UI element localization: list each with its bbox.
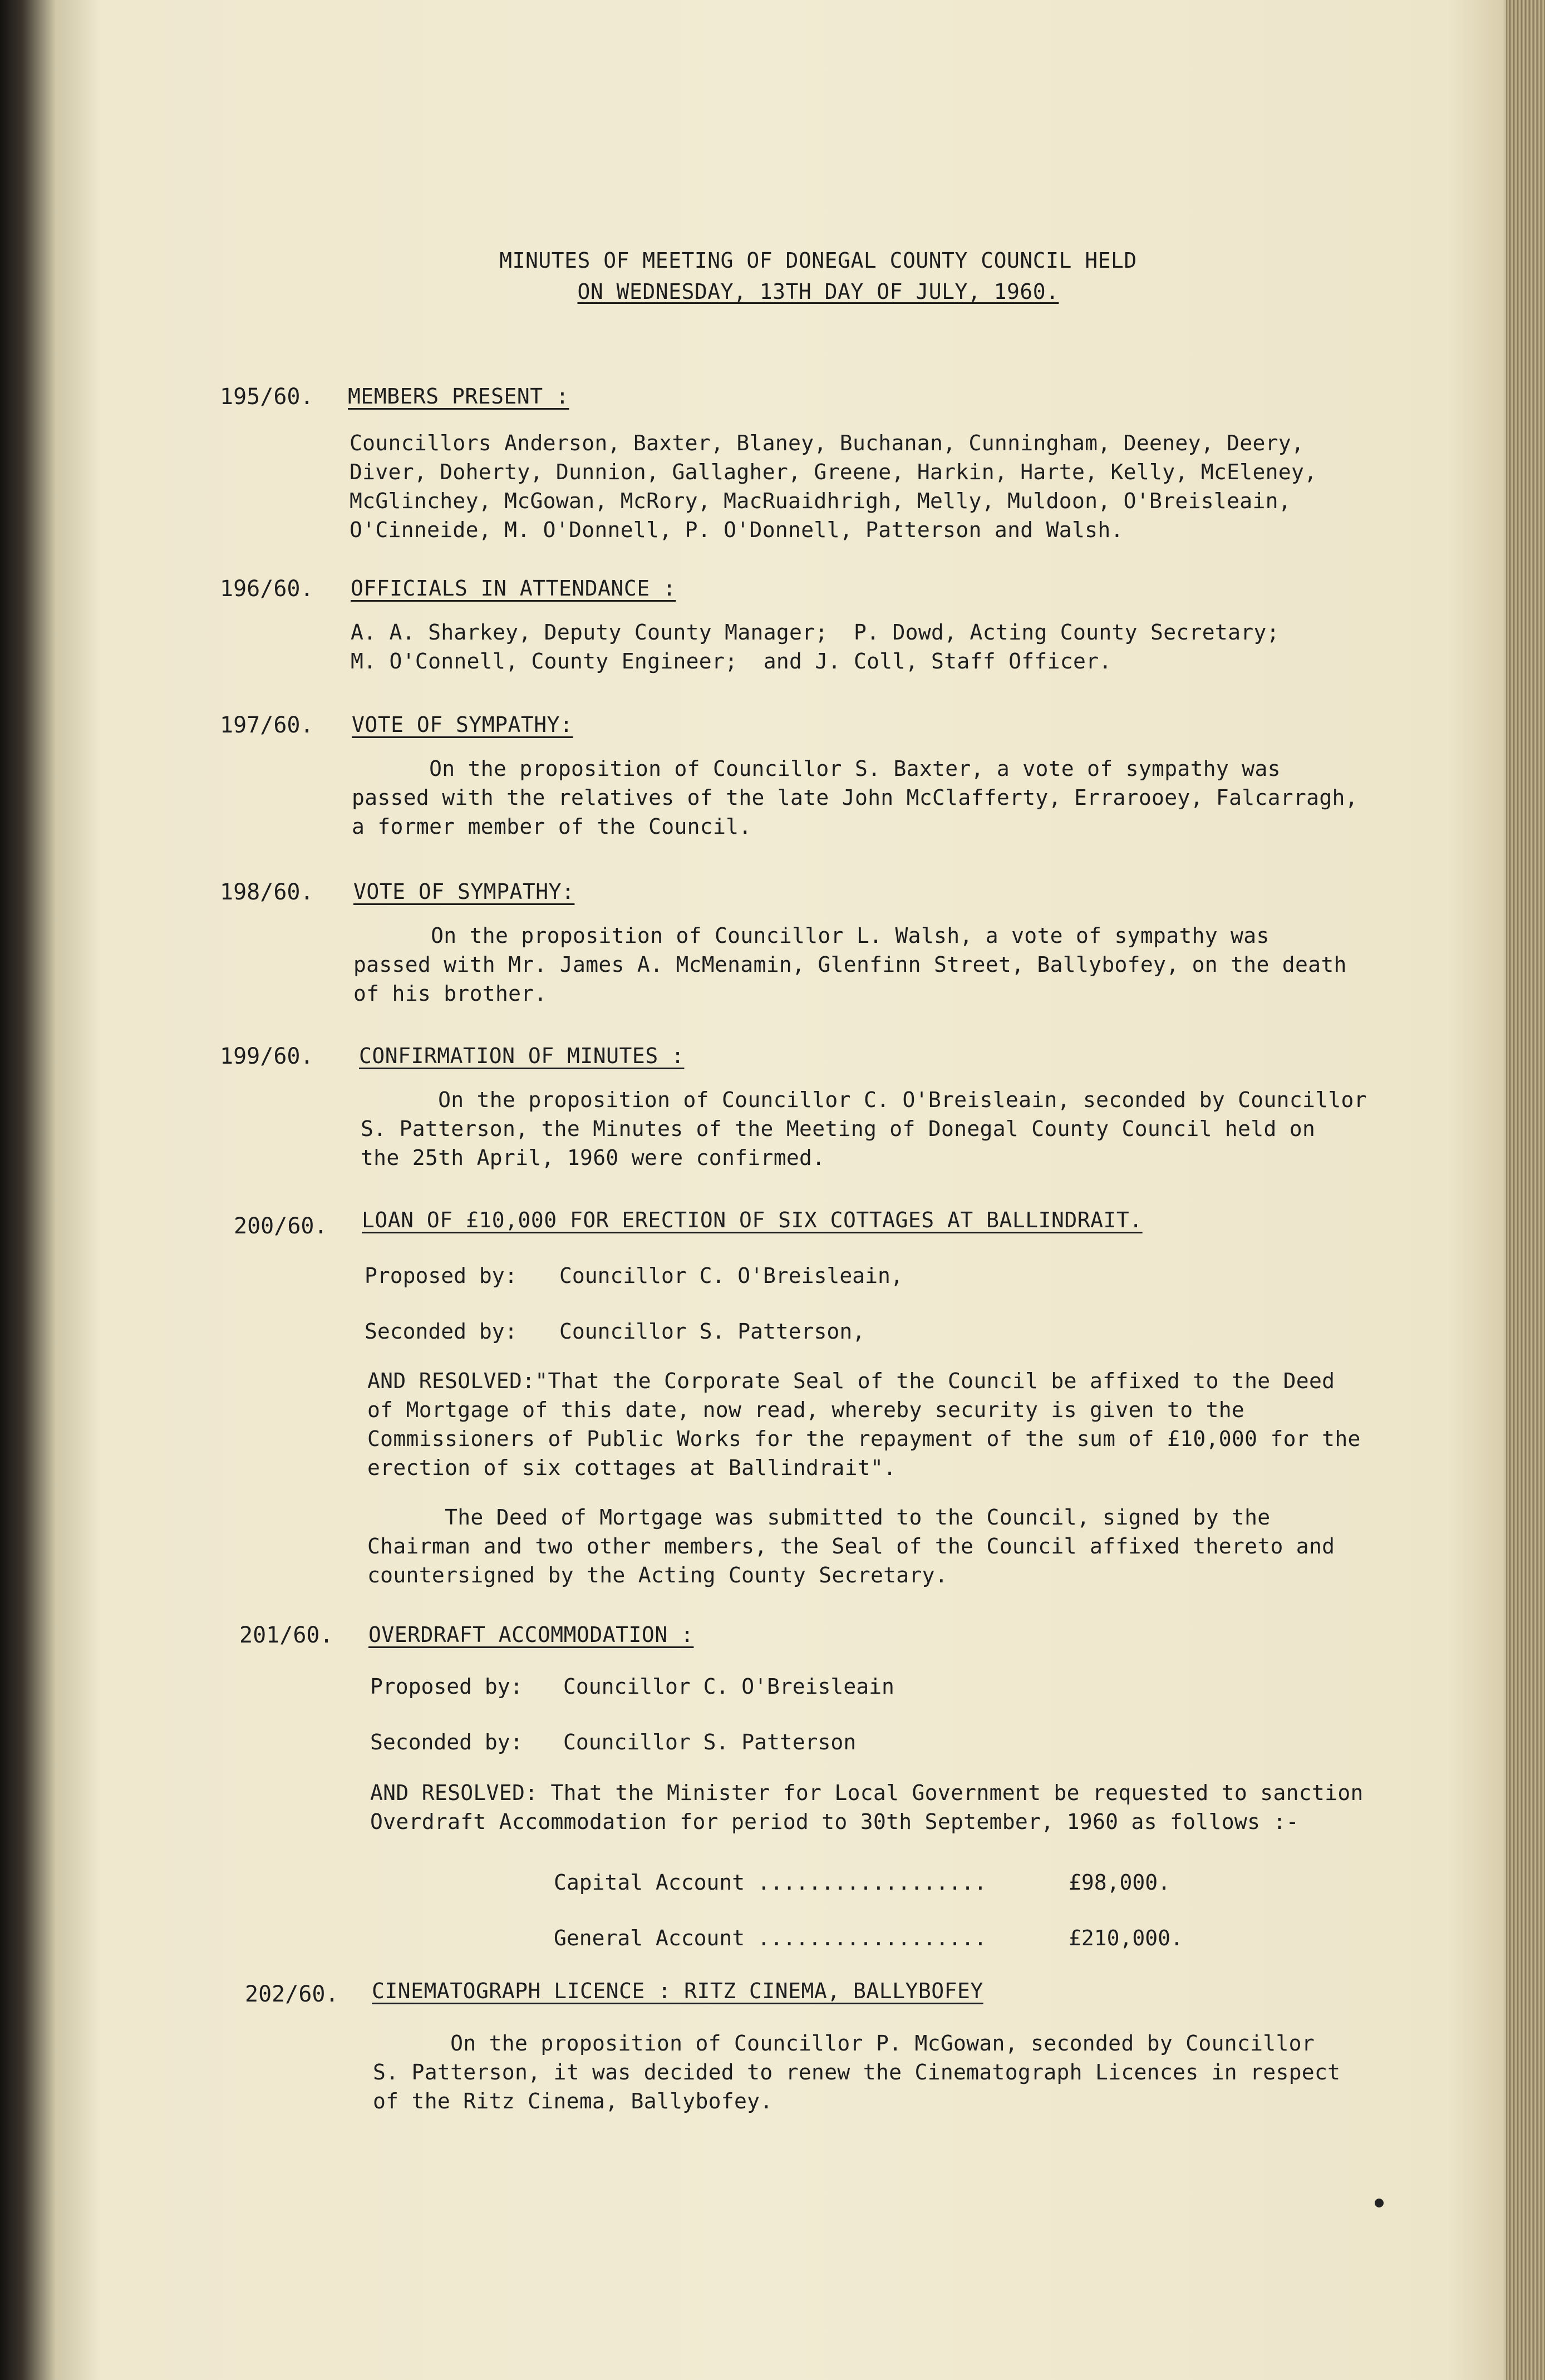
- proposed-by-label: Proposed by:: [370, 1674, 523, 1699]
- capital-account-label: Capital Account ..................: [554, 1870, 987, 1895]
- heading-line-2: ON WEDNESDAY, 13TH DAY OF JULY, 1960.: [577, 279, 1059, 304]
- minute-number: 200/60.: [234, 1213, 328, 1239]
- page-edges: [1506, 0, 1545, 2380]
- minute-text: A. A. Sharkey, Deputy County Manager; P. Dowd, Acting County Secretary; M. O'Connell, County Engineer; and J. Coll, Staff Officer.: [351, 620, 1280, 673]
- minute-title: CONFIRMATION OF MINUTES :: [359, 1044, 685, 1068]
- heading-line-1: MINUTES OF MEETING OF DONEGAL COUNTY COUNCIL HELD: [499, 248, 1137, 273]
- minute-title: CINEMATOGRAPH LICENCE : RITZ CINEMA, BALLYBOFEY: [372, 1979, 983, 2003]
- minute-title: OFFICIALS IN ATTENDANCE :: [351, 576, 676, 601]
- proposed-by-name: Councillor C. O'Breisleain,: [559, 1263, 903, 1288]
- resolution-text: AND RESOLVED: That the Minister for Local Government be requested to sanction Overdraft Accommodation for period to 30th September, 1960 as follows :-: [370, 1781, 1364, 1834]
- book-binding: [0, 0, 100, 2380]
- minute-title: VOTE OF SYMPATHY:: [352, 712, 573, 737]
- minute-number: 197/60.: [220, 712, 314, 738]
- minute-title: LOAN OF £10,000 FOR ERECTION OF SIX COTTAGES AT BALLINDRAIT.: [362, 1208, 1143, 1232]
- minute-number: 198/60.: [220, 879, 314, 905]
- seconded-by-name: Councillor S. Patterson: [563, 1730, 857, 1754]
- minute-number: 202/60.: [245, 1981, 339, 2007]
- minute-number: 199/60.: [220, 1044, 314, 1069]
- seconded-by-name: Councillor S. Patterson,: [559, 1319, 865, 1344]
- document-heading: [456, 245, 1180, 307]
- minute-text: On the proposition of Councillor C. O'Breisleain, seconded by Councillor S. Patterson, the Minutes of the Meeting of Donegal County Council held on the 25th April, 1960 were confirmed.: [361, 1088, 1367, 1170]
- minute-number: 196/60.: [220, 576, 314, 602]
- seconded-by-label: Seconded by:: [365, 1319, 518, 1344]
- minute-text: On the proposition of Councillor S. Baxter, a vote of sympathy was passed with the relatives of the late John McClafferty, Errarooey, Falcarragh, a former member of the Council.: [352, 756, 1358, 839]
- proposed-by-label: Proposed by:: [365, 1263, 518, 1288]
- seconded-by-label: Seconded by:: [370, 1730, 523, 1754]
- minute-title: VOTE OF SYMPATHY:: [353, 879, 575, 904]
- minute-text: Councillors Anderson, Baxter, Blaney, Buchanan, Cunningham, Deeney, Deery, Diver, Doherty, Dunnion, Gallagher, Greene, Harkin, Harte, Kelly, McEleney, McGlinchey, McGowan, McRory, MacRuaidhrigh, Melly, Muldoon, O'Breisleain, O'Cinneide, M. O'Donnell, P. O'Donnell, Patterson and Walsh.: [350, 431, 1317, 542]
- proposed-by-name: Councillor C. O'Breisleain: [563, 1674, 894, 1699]
- general-account-label: General Account ..................: [554, 1926, 987, 1950]
- minute-text: On the proposition of Councillor P. McGowan, seconded by Councillor S. Patterson, it was decided to renew the Cinematograph Licences in respect of the Ritz Cinema, Ballybofey.: [373, 2031, 1341, 2113]
- minute-number: 201/60.: [239, 1622, 333, 1648]
- minute-text: The Deed of Mortgage was submitted to the Council, signed by the Chairman and two other members, the Seal of the Council affixed thereto and countersigned by the Acting County Secretary.: [367, 1505, 1335, 1587]
- minute-title: OVERDRAFT ACCOMMODATION :: [368, 1622, 694, 1647]
- minute-text: On the proposition of Councillor L. Walsh, a vote of sympathy was passed with Mr. James A. McMenamin, Glenfinn Street, Ballybofey, on the death of his brother.: [353, 923, 1347, 1006]
- resolution-text: AND RESOLVED:"That the Corporate Seal of the Council be affixed to the Deed of Mortgage of this date, now read, whereby security is given to the Commissioners of Public Works for the repayment of the sum of £10,000 for the erection of six cottages at Ballindrait".: [367, 1369, 1361, 1480]
- capital-account-amount: £98,000.: [1069, 1870, 1171, 1895]
- minute-title: MEMBERS PRESENT :: [348, 384, 569, 409]
- minute-number: 195/60.: [220, 384, 314, 410]
- general-account-amount: £210,000.: [1069, 1926, 1183, 1950]
- ink-mark: [1375, 2199, 1384, 2207]
